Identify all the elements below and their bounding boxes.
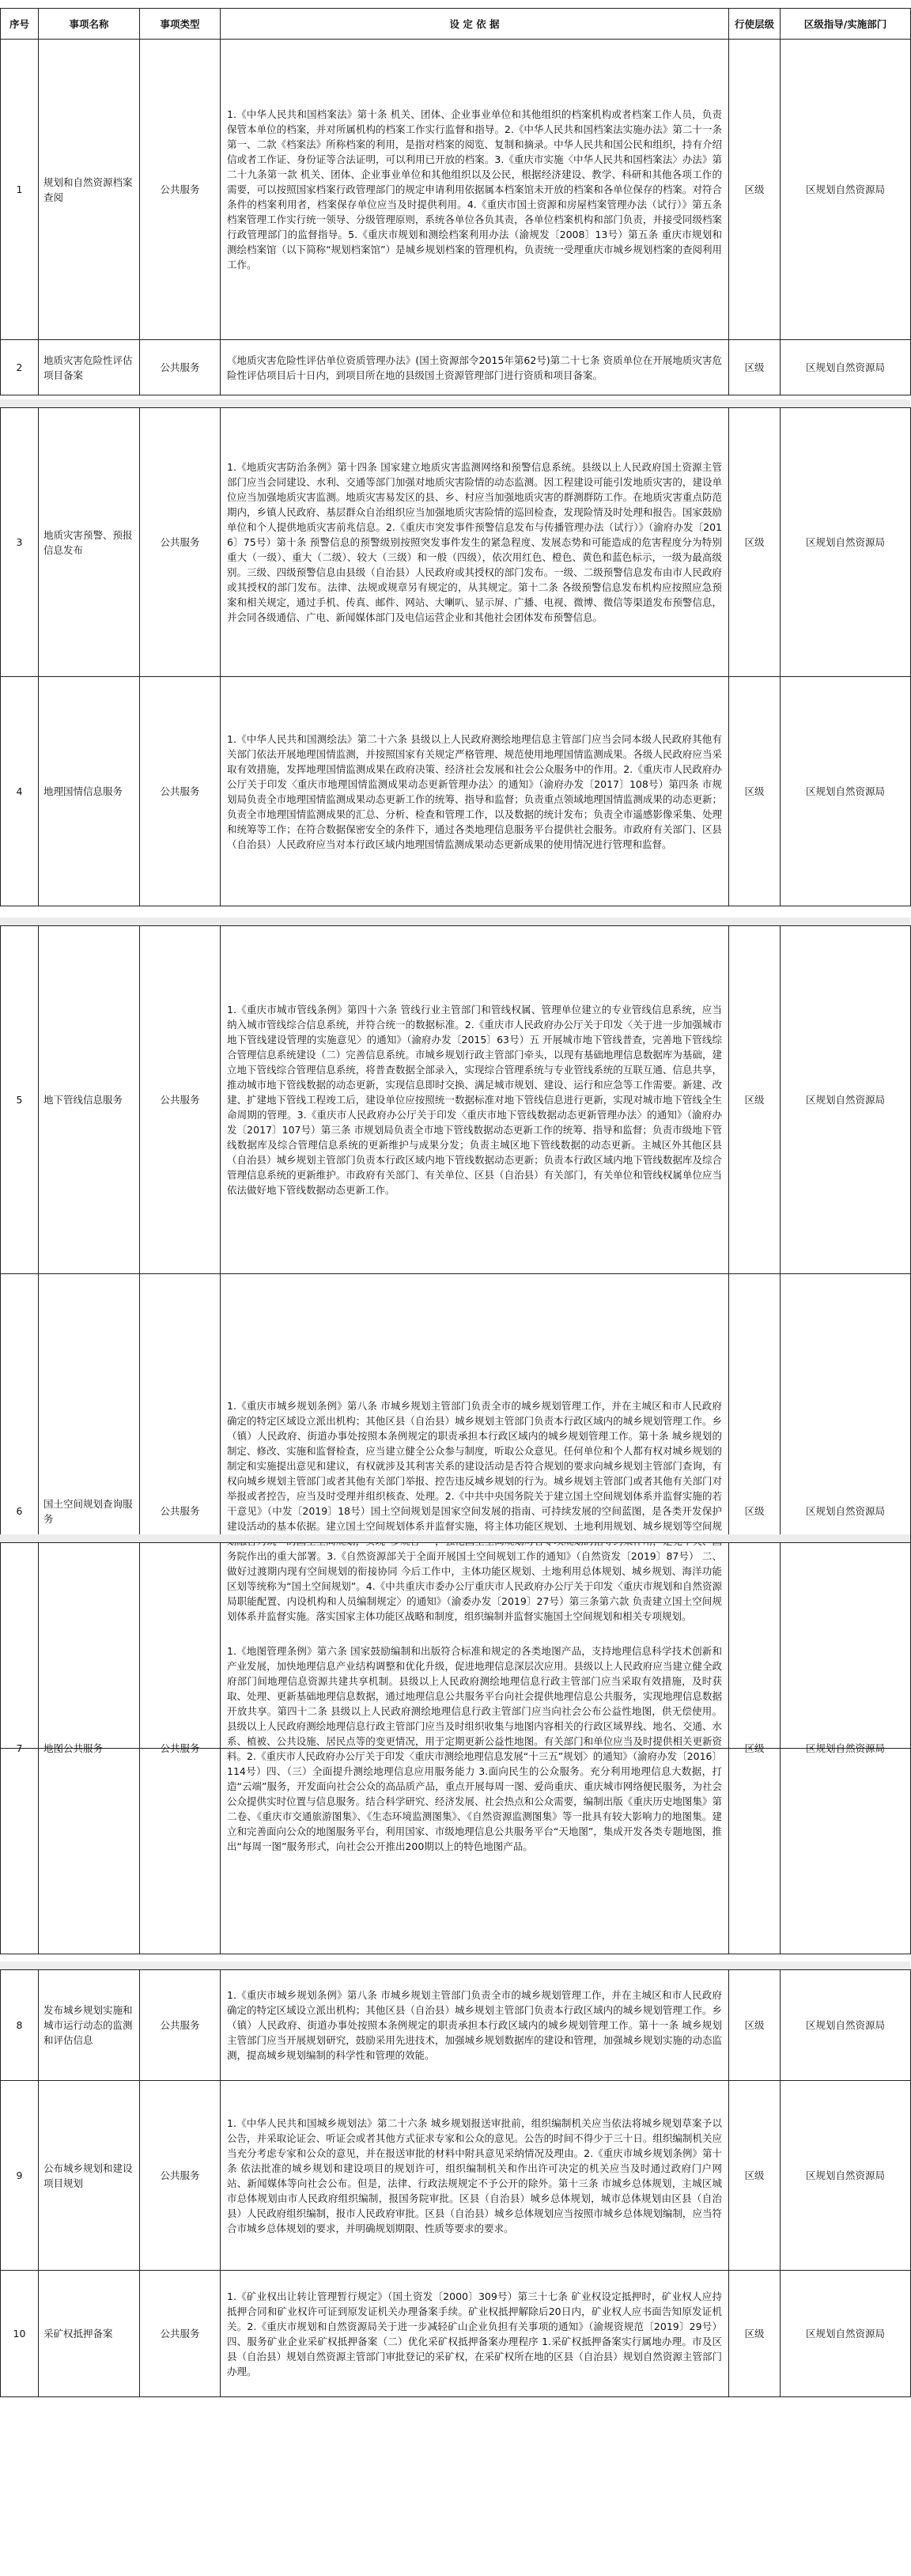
row-dept: 区规划自然资源局 — [781, 1970, 911, 2081]
row-name: 国土空间规划查询服务 — [39, 1274, 140, 1749]
row-type: 公共服务 — [140, 1970, 221, 2081]
table-row — [1, 677, 911, 906]
item-table-page-2 — [0, 407, 911, 906]
row-dept: 区规划自然资源局 — [781, 1543, 911, 1954]
row-name: 地理国情信息服务 — [39, 677, 140, 906]
row-basis: 1.《矿业权出让转让管理暂行规定》（国土资发〔2000〕309号）第三十七条 矿业权设定抵押时，矿业权人应持抵押合同和矿业权许可证到原发证机关办理备案手续。矿业权抵押解除后20日内，矿业权人应书面告知原发证机关。2.《重庆市规划和自然资源局关于进一步减轻矿山企业负担有关事项的通知》（渝规资规范〔2019〕29号） 四、服务矿业企业采矿权抵押备案（二）优化采矿权抵押备案办理程序 1.采矿权抵押备案实行属地办理。市及区县（自治县）规划自然资源主管部门审批登记的采矿权，在采矿权所在地的区县（自治县）规划自然资源主管部门办理。 — [221, 2271, 729, 2397]
table-row — [1, 40, 911, 340]
row-name: 地质灾害危险性评估项目备案 — [39, 340, 140, 395]
row-no: 3 — [1, 408, 39, 677]
row-name: 地下管线信息服务 — [39, 926, 140, 1274]
row-level: 区级 — [729, 1970, 781, 2081]
header-name: 事项名称 — [39, 9, 140, 40]
row-no: 6 — [1, 1274, 39, 1749]
row-no: 4 — [1, 677, 39, 906]
row-basis: 1.《中华人民共和国测绘法》第二十六条 县级以上人民政府测绘地理信息主管部门应当会同本级人民政府其他有关部门依法开展地理国情监测，并按照国家有关规定严格管理、规范使用地理国情监测成果。各级人民政府应当采取有效措施，发挥地理国情监测成果在政府决策、经济社会发展和社会公众服务中的作用。2.《重庆市人民政府办公厅关于印发〈重庆市地理国情监测成果动态更新管理办法〉的通知》（渝府办发〔2017〕108号）第四条 市规划局负责全市地理国情监测成果动态更新工作的统筹、指导和监督；负责重点领域地理国情监测成果的动态更新；负责全市地理国情监测成果的汇总、分析、检查和管理工作，以及数据的统计发布；负责全市遥感影像采集、处理和统筹等工作；在符合数据保密安全的条件下，通过各类地理信息服务平台提供社会服务。市政府有关部门、区县（自治县）人民政府应当对本行政区域内地理国情监测成果动态更新成果的使用情况进行管理和监督。 — [221, 677, 729, 906]
page-separator — [0, 1961, 910, 1969]
item-table-page-4 — [0, 1542, 911, 1954]
row-no: 10 — [1, 2271, 39, 2397]
row-type: 公共服务 — [140, 2271, 221, 2397]
row-level: 区级 — [729, 2271, 781, 2397]
row-type: 公共服务 — [140, 1543, 221, 1954]
row-no: 8 — [1, 1970, 39, 2081]
row-dept: 区规划自然资源局 — [781, 926, 911, 1274]
page-separator — [0, 917, 910, 925]
row-basis: 1.《地图管理条例》第六条 国家鼓励编制和出版符合标准和规定的各类地图产品，支持地理信息科学技术创新和产业发展，加快地理信息产业结构调整和优化升级，促进地理信息深层次应用。县级以上人民政府应当建立健全政府部门间地理信息资源共建共享机制。县级以上人民政府测绘地理信息行政主管部门应当采取有效措施，及时获取、处理、更新基础地理信息数据，通过地理信息公共服务平台向社会提供地理信息公共服务，实现地理信息数据开放共享。第四十二条 县级以上人民政府测绘地理信息行政主管部门应当向社会公布公益性地图，供无偿使用。县级以上人民政府测绘地理信息行政主管部门应当及时组织收集与地图内容相关的行政区域界线、地名、交通、水系、植被、公共设施、居民点等的变更情况，用于定期更新公益性地图。有关部门和单位应当及时提供相关更新资料。2.《重庆市人民政府办公厅关于印发〈重庆市测绘地理信息发展“十三五”规划〉的通知》（渝府办发〔2016〕114号）四、（三）全面提升测绘地理信息应用服务能力 3.面向民生的公众服务。充分利用地理信息大数据，打造“云端”服务，开发面向社会公众的高品质产品，重点开展每周一图、爱尚重庆、重庆城市网络便民服务，为社会公众提供实时位置与信息服务。结合科学研究、经济发展、社会热点和公众需要，编制出版《重庆历史地图集》第二卷、《重庆市交通旅游图集》、《生态环境监测图集》、《自然资源监测图集》等一批具有较大影响力的地图集。建立和完善面向公众的地图服务平台，利用国家、市级地理信息公共服务平台“天地图”，集成开发各类专题地图，推出“每周一图”服务形式，向社会公开推出200期以上的特色地图产品。 — [221, 1543, 729, 1954]
header-basis: 设 定 依 据 — [221, 9, 729, 40]
row-type: 公共服务 — [140, 340, 221, 395]
row-dept: 区规划自然资源局 — [781, 2081, 911, 2271]
row-type: 公共服务 — [140, 1274, 221, 1749]
row-level: 区级 — [729, 340, 781, 395]
header-type: 事项类型 — [140, 9, 221, 40]
row-level: 区级 — [729, 1274, 781, 1749]
row-no: 7 — [1, 1543, 39, 1954]
table-row — [1, 1970, 911, 2081]
row-name: 地图公共服务 — [39, 1543, 140, 1954]
table-row — [1, 2271, 911, 2397]
row-dept: 区规划自然资源局 — [781, 1274, 911, 1749]
table-row — [1, 1543, 911, 1954]
row-level: 区级 — [729, 408, 781, 677]
row-basis: 1.《重庆市城乡规划条例》第八条 市城乡规划主管部门负责全市的城乡规划管理工作，并在主城区和市人民政府确定的特定区域设立派出机构；其他区县（自治县）城乡规划主管部门负责本行政区域内的城乡规划管理工作。乡（镇）人民政府、街道办事处按照本条例规定的职责承担本行政区域内的城乡规划管理工作。第十条 城乡规划的制定、修改、实施和监督检查，应当建立健全公众参与制度，听取公众意见。任何单位和个人都有权对城乡规划的制定和实施提出意见和建议，有权就涉及其利害关系的建设活动是否符合规划的要求向城乡规划主管部门查询，有权向城乡规划主管部门或者其他有关部门举报、控告违反城乡规划的行为。城乡规划主管部门或者其他有关部门对举报或者控告，应当及时受理并组织核查、处理。2.《中共中央国务院关于建立国土空间规划体系并监督实施的若干意见》（中发〔2019〕18号）国土空间规划是国家空间发展的指南、可持续发展的空间蓝图，是各类开发保护建设活动的基本依据。建立国土空间规划体系并监督实施，将主体功能区规划、土地利用规划、城乡规划等空间规 务院作出的重大部署。3.《自然资源部关于全面开展国土空间规划工作的通知》（自然资发〔2019〕87号） 二、做好过渡期内现有空间规划的衔接协同 今后工作中，主体功能区规划、土地利用总体规划、城乡规划、海洋功能区划等统称为“国土空间规划”。4.《中共重庆市委办公厅重庆市人民政府办公厅关于印发〈重庆市规划和自然资源局职能配置、内设机构和人员编制规定〉的通知》（渝委办发〔2019〕27号）第三条第六款 负责建立国土空间规划体系并监督实施。落实国家主体功能区战略和制度，组织编制并监督实施国土空间规划和相关专项规划。 — [221, 1274, 729, 1749]
table-header-row — [1, 9, 911, 40]
table-row — [1, 2081, 911, 2271]
table-row — [1, 340, 911, 395]
row-name: 发布城乡规划实施和城市运行动态的监测和评估信息 — [39, 1970, 140, 2081]
page-2 — [0, 407, 910, 917]
row-basis: 1.《中华人民共和国档案法》第十条 机关、团体、企业事业单位和其他组织的档案机构或者档案工作人员，负责保管本单位的档案，并对所属机构的档案工作实行监督和指导。2.《中华人民共和国档案法实施办法》第二十一条第一、二款《档案法》所称档案的利用，是指对档案的阅览、复制和摘录。中华人民共和国公民和组织，持有介绍信或者工作证、身份证等合法证明，可以利用已开放的档案。3.《重庆市实施〈中华人民共和国档案法〉办法》第二十九条第一款 机关、团体、企业事业单位和其他组织以及公民，根据经济建设、教学、科研和其他各项工作的需要，可以按照国家档案行政管理部门的规定申请利用依据属本档案馆未开放的档案和各单位保存的档案。对符合条件的档案利用者，档案保存单位应当及时提供利用。4.《重庆市国土资源和房屋档案管理办法（试行）》第五条 档案管理工作实行统一领导、分级管理原则，系统各单位各负其责，各单位档案机构和部门负责，并接受同级档案行政管理部门的监督指导。5.《重庆市规划和测绘档案利用办法（渝规发〔2008〕13号）第五条 重庆市规划和测绘档案馆（以下简称“规划档案馆”）是城乡规划档案的管理机构，负责统一受理重庆市城乡规划档案的查阅利用工作。 — [221, 40, 729, 340]
row-basis: 《地质灾害危险性评估单位资质管理办法》(国土资源部令2015年第62号)第二十七条 资质单位在开展地质灾害危险性评估项目后十日内，到项目所在地的县级国土资源管理部门进行资质和项目备案。 — [221, 340, 729, 395]
item-table-page-5 — [0, 1969, 911, 2397]
row-basis: 1.《重庆市城市管线条例》第四十六条 管线行业主管部门和管线权属、管理单位建立的专业管线信息系统，应当纳入城市管线综合信息系统，并符合统一的数据标准。2.《重庆市人民政府办公厅关于印发〈关于进一步加强城市地下管线建设管理的实施意见〉的通知》（渝府办发〔2015〕63号）五 开展城市地下管线普查，完善地下管线综合管理信息系统建设（二）完善信息系统。市城乡规划行政主管部门牵头，以现有基础地理信息数据库为基础，建立地下管线综合管理信息系统，将普查数据全部录入，实现综合管理系统与专业管线系统的互联互通、信息共享，推动城市地下管线数据的动态更新，实现信息即时交换、满足城市规划、建设、运行和应急等工作需要。新建、改建、扩建地下管线工程竣工后，建设单位应按照统一数据标准对地下管线信息进行更新，实现对城市地下管线全生命周期的管理。3.《重庆市人民政府办公厅关于印发〈重庆市地下管线数据动态更新管理办法〉的通知》（渝府办发〔2017〕107号）第三条 市规划局负责全市地下管线数据动态更新工作的统筹、指导和监督；负责市级地下管线数据库及综合管理信息系统的更新维护与成果分发；负责主城区地下管线数据的动态更新。主城区外其他区县（自治县）城乡规划主管部门负责本行政区域内地下管线数据动态更新；负责本行政区域内地下管线数据库及综合管理信息系统的更新维护。市政府有关部门、有关单位、区县（自治县）有关部门，有关单位和管线权属单位应当依法做好地下管线数据动态更新工作。 — [221, 926, 729, 1274]
row-dept: 区规划自然资源局 — [781, 2271, 911, 2397]
header-level: 行使层级 — [729, 9, 781, 40]
table-row — [1, 926, 911, 1274]
table-row — [1, 408, 911, 677]
row-type: 公共服务 — [140, 408, 221, 677]
row-no: 9 — [1, 2081, 39, 2271]
page-3 — [0, 925, 910, 1622]
row-name: 采矿权抵押备案 — [39, 2271, 140, 2397]
row-level: 区级 — [729, 40, 781, 340]
page-5 — [0, 1969, 910, 2570]
row-type: 公共服务 — [140, 2081, 221, 2271]
row-name: 规划和自然资源档案查阅 — [39, 40, 140, 340]
row-no: 1 — [1, 40, 39, 340]
row-dept: 区规划自然资源局 — [781, 40, 911, 340]
row-level: 区级 — [729, 677, 781, 906]
row-type: 公共服务 — [140, 926, 221, 1274]
row-basis: 1.《重庆市城乡规划条例》第八条 市城乡规划主管部门负责全市的城乡规划管理工作，并在主城区和市人民政府确定的特定区域设立派出机构；其他区县（自治县）城乡规划主管部门负责本行政区域内的城乡规划管理工作。乡（镇）人民政府、街道办事处按照本条例规定的职责承担本行政区域内的城乡规划管理工作。第十一条 城乡规划主管部门应当开展规划研究，鼓励采用先进技术，加强城乡规划数据库的建设和管理，加强城乡规划实施的动态监测，提高城乡规划编制的科学性和管理的效能。 — [221, 1970, 729, 2081]
item-table-page-1 — [0, 8, 911, 395]
page-1 — [0, 8, 910, 399]
row-name: 地质灾害预警、预报信息发布 — [39, 408, 140, 677]
row-dept: 区规划自然资源局 — [781, 677, 911, 906]
row-level: 区级 — [729, 1543, 781, 1954]
row-basis: 1.《地质灾害防治条例》第十四条 国家建立地质灾害监测网络和预警信息系统。县级以上人民政府国土资源主管部门应当会同建设、水利、交通等部门加强对地质灾害险情的动态监测。因工程建设可能引发地质灾害的，建设单位应当加强地质灾害监测。地质灾害易发区的县、乡、村应当加强地质灾害的群测群防工作。在地质灾害重点防范期内，乡镇人民政府、基层群众自治组织应当加强地质灾害险情的巡回检查，发现险情及时处理和报告。国家鼓励单位和个人提供地质灾害前兆信息。2.《重庆市突发事件预警信息发布与传播管理办法（试行）》（渝府办发〔2016〕75号）第十条 预警信息的预警级别按照突发事件发生的紧急程度、发展态势和可能造成的危害程度分为特别重大（一级）、重大（二级）、较大（三级）和一般（四级），依次用红色、橙色、黄色和蓝色标示，一级为最高级别。三级、四级预警信息由县级（自治县）人民政府或其授权的部门发布。一级、二级预警信息发布由市人民政府或其授权的部门发布。法律、法规或规章另有规定的，从其规定。第十二条 各级预警信息发布机构应按照应急预案和相关规定，通过手机、传真、邮件、网站、大喇叭、显示屏、广播、电视、微博、微信等渠道发布预警信息，并会同各级通信、广电、新闻媒体部门及电信运营企业和其他社会团体发布预警信息。 — [221, 408, 729, 677]
row-dept: 区规划自然资源局 — [781, 340, 911, 395]
header-dept: 区级指导/实施部门 — [781, 9, 911, 40]
page-separator — [0, 399, 910, 407]
row-no: 5 — [1, 926, 39, 1274]
row-type: 公共服务 — [140, 40, 221, 340]
row-type: 公共服务 — [140, 677, 221, 906]
row-level: 区级 — [729, 926, 781, 1274]
row-basis: 1.《中华人民共和国城乡规划法》第二十六条 城乡规划报送审批前，组织编制机关应当依法将城乡规划草案予以公告，并采取论证会、听证会或者其他方式征求专家和公众的意见。公告的时间不得少于三十日。组织编制机关应当充分考虑专家和公众的意见，并在报送审批的材料中附具意见采纳情况及理由。2.《重庆市城乡规划条例》第十条 依法批准的城乡规划和建设项目的规划许可，组织编制机关和作出许可决定的机关应当及时通过政府门户网站、新闻媒体等向社会公布。但是，法律、行政法规规定不予公开的除外。第十三条 市城乡总体规划，主城区城市总体规划由市人民政府组织编制，报国务院审批。区县（自治县）城乡总体规划，城市总体规划由区县（自治县）人民政府组织编制，报市人民政府审批。区县（自治县）城乡总体规划应当按照市城乡总体规划编制，应当符合市城乡总体规划的要求，并明确规划期限、性质等要求的要求。 — [221, 2081, 729, 2271]
row-level: 区级 — [729, 2081, 781, 2271]
row-no: 2 — [1, 340, 39, 395]
row-dept: 区规划自然资源局 — [781, 408, 911, 677]
page-separator — [0, 1534, 910, 1542]
page-4 — [0, 1542, 910, 1961]
header-no: 序号 — [1, 9, 39, 40]
row-name: 公布城乡规划和建设项目规划 — [39, 2081, 140, 2271]
